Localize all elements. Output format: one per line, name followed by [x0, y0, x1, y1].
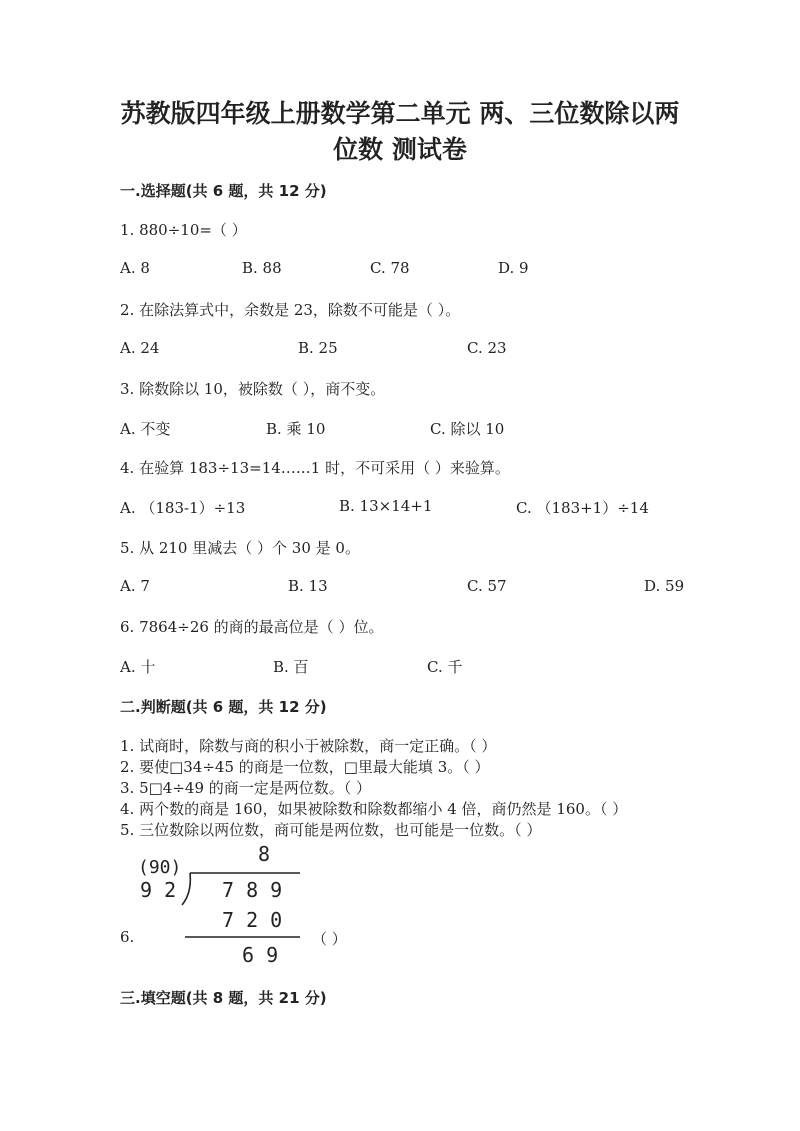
- judgement-6-label: 6.: [120, 928, 135, 946]
- judgement-1: 1. 试商时，除数与商的积小于被除数，商一定正确。（ ）: [120, 737, 497, 755]
- option-6a: A. 十: [120, 658, 156, 676]
- section-heading-judgement: 二.判断题(共 6 题，共 12 分): [120, 698, 327, 716]
- question-5: 5. 从 210 里减去（ ）个 30 是 0。: [120, 539, 360, 557]
- judgement-4: 4. 两个数的商是 160，如果被除数和除数都缩小 4 倍，商仍然是 160。（ ）: [120, 800, 628, 818]
- option-3a: A. 不变: [120, 420, 171, 438]
- section-heading-fill: 三.填空题(共 8 题，共 21 分): [120, 989, 327, 1007]
- judgement-5: 5. 三位数除以两位数，商可能是两位数，也可能是一位数。（ ）: [120, 821, 542, 839]
- option-4a: A. （183-1）÷13: [120, 499, 246, 517]
- page-title: [100, 96, 700, 168]
- page-title-line2: 位数 测试卷: [333, 135, 467, 164]
- page-title-line1: 苏教版四年级上册数学第二单元 两、三位数除以两: [120, 99, 680, 128]
- option-5b: B. 13: [288, 577, 328, 595]
- option-1c: C. 78: [370, 259, 410, 277]
- section-heading-choice: 一.选择题(共 6 题，共 12 分): [120, 182, 327, 200]
- option-5a: A. 7: [120, 577, 150, 595]
- judgement-2: 2. 要使□34÷45 的商是一位数，□里最大能填 3。（ ）: [120, 758, 490, 776]
- long-division-remainder: 6 9: [242, 943, 279, 967]
- long-division-dividend: 7 8 9: [222, 878, 283, 902]
- long-division-product: 7 2 0: [222, 908, 283, 932]
- option-1a: A. 8: [120, 259, 150, 277]
- judgement-6-blank: （ ）: [312, 930, 347, 948]
- option-4b: B. 13×14+1: [339, 497, 433, 515]
- long-division-estimate: (90): [138, 857, 182, 878]
- long-division-figure: [130, 845, 390, 970]
- long-division-divisor: 9 2: [140, 878, 177, 902]
- judgement-3: 3. 5□4÷49 的商一定是两位数。（ ）: [120, 779, 372, 797]
- option-6b: B. 百: [273, 658, 309, 676]
- option-2b: B. 25: [298, 339, 338, 357]
- question-3: 3. 除数除以 10，被除数（ ），商不变。: [120, 380, 386, 398]
- option-5d: D. 59: [644, 577, 685, 595]
- option-4c: C. （183+1）÷14: [516, 499, 649, 517]
- option-3b: B. 乘 10: [266, 420, 326, 438]
- option-5c: C. 57: [467, 577, 507, 595]
- long-division-quotient: 8: [258, 845, 271, 866]
- question-1: 1. 880÷10=（ ）: [120, 221, 247, 239]
- option-3c: C. 除以 10: [430, 420, 505, 438]
- option-6c: C. 千: [427, 658, 463, 676]
- question-4: 4. 在验算 183÷13=14……1 时，不可采用（ ）来验算。: [120, 459, 510, 477]
- option-2a: A. 24: [120, 339, 160, 357]
- option-2c: C. 23: [467, 339, 507, 357]
- option-1d: D. 9: [498, 259, 529, 277]
- option-1b: B. 88: [242, 259, 282, 277]
- question-2: 2. 在除法算式中，余数是 23，除数不可能是（ ）。: [120, 301, 461, 319]
- question-6: 6. 7864÷26 的商的最高位是（ ）位。: [120, 618, 384, 636]
- long-division-bracket: [182, 873, 190, 905]
